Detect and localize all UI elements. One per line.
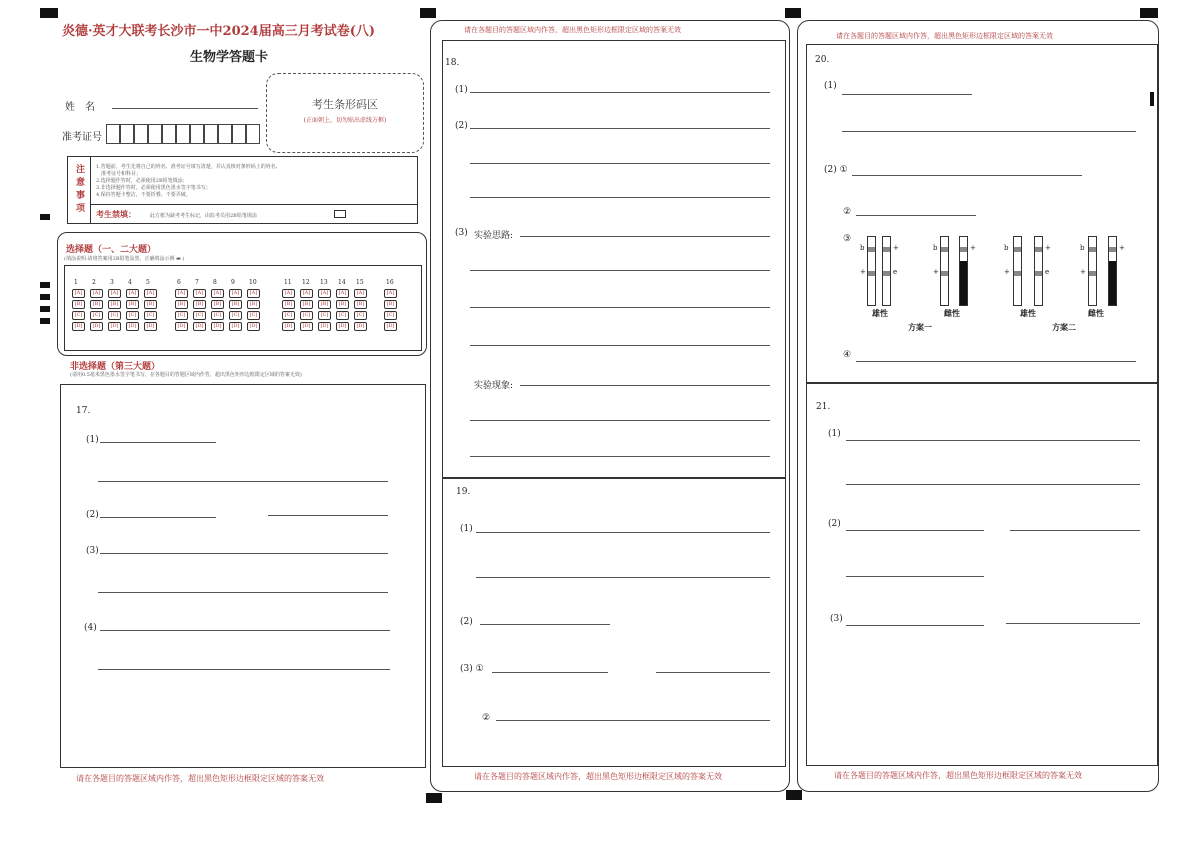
chromosome xyxy=(959,236,968,306)
answer-bubble-1-C[interactable]: [C] xyxy=(72,311,85,320)
answer-line[interactable] xyxy=(520,385,770,386)
answer-line[interactable] xyxy=(520,236,770,237)
registration-mark xyxy=(40,214,50,220)
notice-title: 注意事项 xyxy=(68,157,91,223)
q21-part-2: (2) xyxy=(828,519,841,529)
female-label: 雌性 xyxy=(1088,308,1104,318)
answer-bubble-7-D[interactable]: [D] xyxy=(193,322,206,331)
question-number: 16 xyxy=(386,279,394,286)
chromosome xyxy=(1108,236,1117,306)
answer-bubble-6-A[interactable]: [A] xyxy=(175,289,188,298)
gene-letter: b xyxy=(1004,244,1009,252)
answer-bubble-9-C[interactable]: [C] xyxy=(229,311,242,320)
answer-line[interactable] xyxy=(470,270,770,271)
answer-line[interactable] xyxy=(842,131,1136,132)
nonchoice-title: 非选择题（第三大题） xyxy=(70,362,161,372)
answer-bubble-3-C[interactable]: [C] xyxy=(108,311,121,320)
answer-line[interactable] xyxy=(656,672,770,673)
q20-part-2-4: ④ xyxy=(843,350,852,360)
question-number: 4 xyxy=(128,279,132,286)
notice-line: 3.非选择题作答时，必须使用黑色墨水签字笔书写； xyxy=(96,185,211,191)
gene-letter: + xyxy=(933,268,939,276)
name-label: 姓 名 xyxy=(65,102,95,113)
answer-bubble-9-D[interactable]: [D] xyxy=(229,322,242,331)
answer-line[interactable] xyxy=(492,672,608,673)
absent-mark-box[interactable] xyxy=(334,210,346,218)
registration-mark xyxy=(40,318,50,324)
gene-letter: b xyxy=(1080,244,1085,252)
answer-bubble-15-D[interactable]: [D] xyxy=(354,322,367,331)
notice-lines xyxy=(96,163,281,198)
answer-bubble-10-C[interactable]: [C] xyxy=(247,311,260,320)
answer-line[interactable] xyxy=(846,530,984,531)
q19-part-3-2: ② xyxy=(482,713,491,723)
barcode-area xyxy=(266,73,424,153)
answer-bubble-15-A[interactable]: [A] xyxy=(354,289,367,298)
gene-letter: + xyxy=(1119,244,1125,252)
id-digit-box[interactable] xyxy=(232,124,246,144)
id-digit-box[interactable] xyxy=(162,124,176,144)
question-number: 5 xyxy=(146,279,150,286)
answer-line[interactable] xyxy=(846,440,1140,441)
q17-number: 17. xyxy=(76,406,91,416)
q17-part-1: (1) xyxy=(86,435,99,445)
top-warning: 请在各题目的答题区域内作答，超出黑色矩形边框限定区域的答案无效 xyxy=(464,26,681,34)
question-number: 9 xyxy=(231,279,235,286)
registration-mark xyxy=(1140,8,1158,18)
answer-bubble-9-A[interactable]: [A] xyxy=(229,289,242,298)
registration-mark xyxy=(40,306,50,312)
choice-note: (填涂说明:请将答案用2B铅笔涂黑，正确填涂示例 ▬ ) xyxy=(64,256,185,262)
registration-mark xyxy=(40,282,50,288)
id-number-boxes[interactable] xyxy=(106,124,262,144)
q21-number: 21. xyxy=(816,402,831,412)
answer-bubble-8-A[interactable]: [A] xyxy=(211,289,224,298)
id-digit-box[interactable] xyxy=(218,124,232,144)
question-number: 8 xyxy=(213,279,217,286)
q17-part-4: (4) xyxy=(84,623,97,633)
answer-bubble-11-D[interactable]: [D] xyxy=(282,322,295,331)
gene-letter: + xyxy=(893,244,899,252)
answer-bubble-14-C[interactable]: [C] xyxy=(336,311,349,320)
id-digit-box[interactable] xyxy=(134,124,148,144)
answer-line[interactable] xyxy=(100,517,216,518)
answer-bubble-4-B[interactable]: [B] xyxy=(126,300,139,309)
answer-line[interactable] xyxy=(1006,623,1140,624)
answer-bubble-11-A[interactable]: [A] xyxy=(282,289,295,298)
chromosome xyxy=(882,236,891,306)
q21-part-1: (1) xyxy=(828,429,841,439)
question-number: 1 xyxy=(74,279,78,286)
top-warning: 请在各题目的答题区域内作答，超出黑色矩形边框限定区域的答案无效 xyxy=(836,32,1053,40)
answer-line[interactable] xyxy=(480,624,610,625)
question-number: 3 xyxy=(110,279,114,286)
nonchoice-note: (请用0.5毫米黑色墨水签字笔书写，在各题目的答题区域内作答，超出黑色矩形边框限定区域的答案无效) xyxy=(70,372,302,378)
forbid-text: 此方框为缺考考生标记，由监考员用2B铅笔填涂 xyxy=(150,213,257,219)
answer-bubble-5-C[interactable]: [C] xyxy=(144,311,157,320)
question-number: 14 xyxy=(338,279,346,286)
answer-line[interactable] xyxy=(100,553,388,554)
notice-line: 1.答题前，考生先将自己的姓名、准考证号填写清楚，并认真核对条形码上的姓名、 xyxy=(96,164,281,170)
notice-line: 4.保持答题卡整洁，不要折叠、不要弄破。 xyxy=(96,192,191,198)
chromosome xyxy=(1088,236,1097,306)
answer-line[interactable] xyxy=(842,94,972,95)
footer-warning: 请在各题目的答题区域内作答，超出黑色矩形边框限定区域的答案无效 xyxy=(76,774,324,783)
male-label: 雄性 xyxy=(1020,308,1036,318)
id-digit-box[interactable] xyxy=(148,124,162,144)
q20-part-1: (1) xyxy=(824,81,837,91)
id-digit-box[interactable] xyxy=(190,124,204,144)
gene-letter: b xyxy=(860,244,865,252)
answer-bubble-11-C[interactable]: [C] xyxy=(282,311,295,320)
answer-bubble-8-B[interactable]: [B] xyxy=(211,300,224,309)
chromosome xyxy=(1034,236,1043,306)
id-digit-box[interactable] xyxy=(120,124,134,144)
female-label: 雌性 xyxy=(944,308,960,318)
notice-line: 2.选择题作答时，必须使用2B铅笔填涂； xyxy=(96,178,188,184)
answer-bubble-12-D[interactable]: [D] xyxy=(300,322,313,331)
forbid-label: 考生禁填： xyxy=(96,209,136,219)
answer-bubble-4-A[interactable]: [A] xyxy=(126,289,139,298)
answer-bubble-2-C[interactable]: [C] xyxy=(90,311,103,320)
plan1-label: 方案一 xyxy=(908,322,932,332)
answer-bubble-16-A[interactable]: [A] xyxy=(384,289,397,298)
q18-answer-area[interactable] xyxy=(442,40,786,479)
answer-line[interactable] xyxy=(856,215,976,216)
answer-bubble-5-B[interactable]: [B] xyxy=(144,300,157,309)
q19-answer-area[interactable] xyxy=(442,477,786,767)
answer-line[interactable] xyxy=(98,669,390,670)
gene-letter: b xyxy=(933,244,938,252)
q21-part-3: (3) xyxy=(830,614,843,624)
answer-bubble-15-B[interactable]: [B] xyxy=(354,300,367,309)
answer-bubble-12-B[interactable]: [B] xyxy=(300,300,313,309)
footer-warning: 请在各题目的答题区域内作答，超出黑色矩形边框限定区域的答案无效 xyxy=(834,771,1082,780)
chromosome xyxy=(867,236,876,306)
answer-line[interactable] xyxy=(470,128,770,129)
name-field[interactable] xyxy=(112,108,258,109)
answer-bubble-6-D[interactable]: [D] xyxy=(175,322,188,331)
q20-number: 20. xyxy=(815,55,830,65)
q17-part-3: (3) xyxy=(86,546,99,556)
gene-letter: + xyxy=(970,244,976,252)
answer-bubble-2-A[interactable]: [A] xyxy=(90,289,103,298)
gene-letter: + xyxy=(1045,244,1051,252)
answer-bubble-10-B[interactable]: [B] xyxy=(247,300,260,309)
answer-line[interactable] xyxy=(470,197,770,198)
answer-bubble-2-B[interactable]: [B] xyxy=(90,300,103,309)
answer-bubble-10-A[interactable]: [A] xyxy=(247,289,260,298)
id-digit-box[interactable] xyxy=(204,124,218,144)
answer-bubble-7-A[interactable]: [A] xyxy=(193,289,206,298)
answer-line[interactable] xyxy=(470,345,770,346)
q20-part-2-2: ② xyxy=(843,207,852,217)
answer-line[interactable] xyxy=(470,456,770,457)
answer-bubble-5-A[interactable]: [A] xyxy=(144,289,157,298)
answer-line[interactable] xyxy=(470,420,770,421)
id-label: 准考证号 xyxy=(62,132,102,143)
footer-warning: 请在各题目的答题区域内作答，超出黑色矩形边框限定区域的答案无效 xyxy=(474,772,722,781)
gene-letter: e xyxy=(893,268,898,276)
answer-line[interactable] xyxy=(1010,530,1140,531)
registration-mark xyxy=(40,8,58,18)
answer-sheet-title: 生物学答题卡 xyxy=(190,50,269,65)
answer-bubble-14-B[interactable]: [B] xyxy=(336,300,349,309)
choice-title: 选择题（一、二大题） xyxy=(66,245,157,255)
answer-bubble-16-C[interactable]: [C] xyxy=(384,311,397,320)
answer-bubble-1-A[interactable]: [A] xyxy=(72,289,85,298)
q18-part-3: (3) xyxy=(455,228,468,238)
answer-bubble-1-D[interactable]: [D] xyxy=(72,322,85,331)
answer-bubble-16-B[interactable]: [B] xyxy=(384,300,397,309)
exam-title: 炎德·英才大联考长沙市一中2024届高三月考试卷(八) xyxy=(62,24,376,39)
answer-line[interactable] xyxy=(846,625,984,626)
answer-bubble-8-C[interactable]: [C] xyxy=(211,311,224,320)
answer-bubble-3-A[interactable]: [A] xyxy=(108,289,121,298)
answer-line[interactable] xyxy=(846,576,984,577)
answer-line[interactable] xyxy=(496,720,770,721)
notice-line: 准考证号和科目； xyxy=(96,171,142,177)
id-digit-box[interactable] xyxy=(246,124,260,144)
gene-letter: e xyxy=(1045,268,1050,276)
answer-bubble-4-D[interactable]: [D] xyxy=(126,322,139,331)
q18-idea-label: 实验思路: xyxy=(474,231,514,241)
q19-part-2: (2) xyxy=(460,617,473,627)
q20-part-2-3: ③ xyxy=(843,234,852,244)
answer-bubble-8-D[interactable]: [D] xyxy=(211,322,224,331)
answer-line[interactable] xyxy=(268,515,388,516)
answer-bubble-1-B[interactable]: [B] xyxy=(72,300,85,309)
answer-line[interactable] xyxy=(98,592,388,593)
gene-letter: + xyxy=(860,268,866,276)
q18-part-1: (1) xyxy=(455,85,468,95)
answer-bubble-4-C[interactable]: [C] xyxy=(126,311,139,320)
answer-bubble-14-D[interactable]: [D] xyxy=(336,322,349,331)
answer-bubble-2-D[interactable]: [D] xyxy=(90,322,103,331)
answer-bubble-13-A[interactable]: [A] xyxy=(318,289,331,298)
id-digit-box[interactable] xyxy=(106,124,120,144)
answer-bubble-9-B[interactable]: [B] xyxy=(229,300,242,309)
answer-line[interactable] xyxy=(852,175,1082,176)
barcode-note: (正面朝上，切勿贴出虚线方框) xyxy=(303,117,387,124)
answer-bubble-12-A[interactable]: [A] xyxy=(300,289,313,298)
registration-mark xyxy=(786,790,802,800)
answer-line[interactable] xyxy=(470,163,770,164)
question-number: 6 xyxy=(177,279,181,286)
registration-mark xyxy=(420,8,436,18)
answer-bubble-14-A[interactable]: [A] xyxy=(336,289,349,298)
registration-mark xyxy=(426,793,442,803)
answer-bubble-6-C[interactable]: [C] xyxy=(175,311,188,320)
q19-part-3: (3) ① xyxy=(460,664,484,674)
chromosome xyxy=(940,236,949,306)
answer-bubble-5-D[interactable]: [D] xyxy=(144,322,157,331)
plan2-label: 方案二 xyxy=(1052,322,1076,332)
answer-line[interactable] xyxy=(476,532,770,533)
answer-bubble-13-B[interactable]: [B] xyxy=(318,300,331,309)
answer-bubble-3-D[interactable]: [D] xyxy=(108,322,121,331)
answer-bubble-12-C[interactable]: [C] xyxy=(300,311,313,320)
q18-number: 18. xyxy=(445,58,460,68)
question-number: 15 xyxy=(356,279,364,286)
gene-letter: + xyxy=(1004,268,1010,276)
q19-number: 19. xyxy=(456,487,471,497)
answer-bubble-13-C[interactable]: [C] xyxy=(318,311,331,320)
registration-mark xyxy=(40,294,50,300)
question-number: 11 xyxy=(284,279,292,286)
registration-mark xyxy=(785,8,801,18)
chromosome xyxy=(1013,236,1022,306)
answer-bubble-7-C[interactable]: [C] xyxy=(193,311,206,320)
answer-line[interactable] xyxy=(856,361,1136,362)
chromosome-diagram xyxy=(860,232,1140,336)
answer-line[interactable] xyxy=(100,442,216,443)
answer-line[interactable] xyxy=(470,307,770,308)
id-digit-box[interactable] xyxy=(176,124,190,144)
gene-letter: + xyxy=(1080,268,1086,276)
answer-line[interactable] xyxy=(98,481,388,482)
answer-bubble-10-D[interactable]: [D] xyxy=(247,322,260,331)
answer-bubble-6-B[interactable]: [B] xyxy=(175,300,188,309)
answer-bubble-3-B[interactable]: [B] xyxy=(108,300,121,309)
notice-box xyxy=(67,156,418,224)
question-number: 13 xyxy=(320,279,328,286)
answer-bubble-7-B[interactable]: [B] xyxy=(193,300,206,309)
answer-line[interactable] xyxy=(100,630,390,631)
q18-part-2: (2) xyxy=(455,121,468,131)
question-number: 12 xyxy=(302,279,310,286)
answer-bubble-15-C[interactable]: [C] xyxy=(354,311,367,320)
male-label: 雄性 xyxy=(872,308,888,318)
answer-bubble-16-D[interactable]: [D] xyxy=(384,322,397,331)
answer-bubble-13-D[interactable]: [D] xyxy=(318,322,331,331)
answer-line[interactable] xyxy=(470,92,770,93)
answer-line[interactable] xyxy=(846,484,1140,485)
q17-part-2: (2) xyxy=(86,510,99,520)
question-number: 7 xyxy=(195,279,199,286)
question-number: 2 xyxy=(92,279,96,286)
q19-part-1: (1) xyxy=(460,524,473,534)
answer-bubble-11-B[interactable]: [B] xyxy=(282,300,295,309)
question-number: 10 xyxy=(249,279,257,286)
answer-line[interactable] xyxy=(476,577,770,578)
q20-part-2: (2) ① xyxy=(824,165,848,175)
q18-phenomenon-label: 实验现象: xyxy=(474,381,514,391)
barcode-title: 考生条形码区 xyxy=(312,98,378,111)
